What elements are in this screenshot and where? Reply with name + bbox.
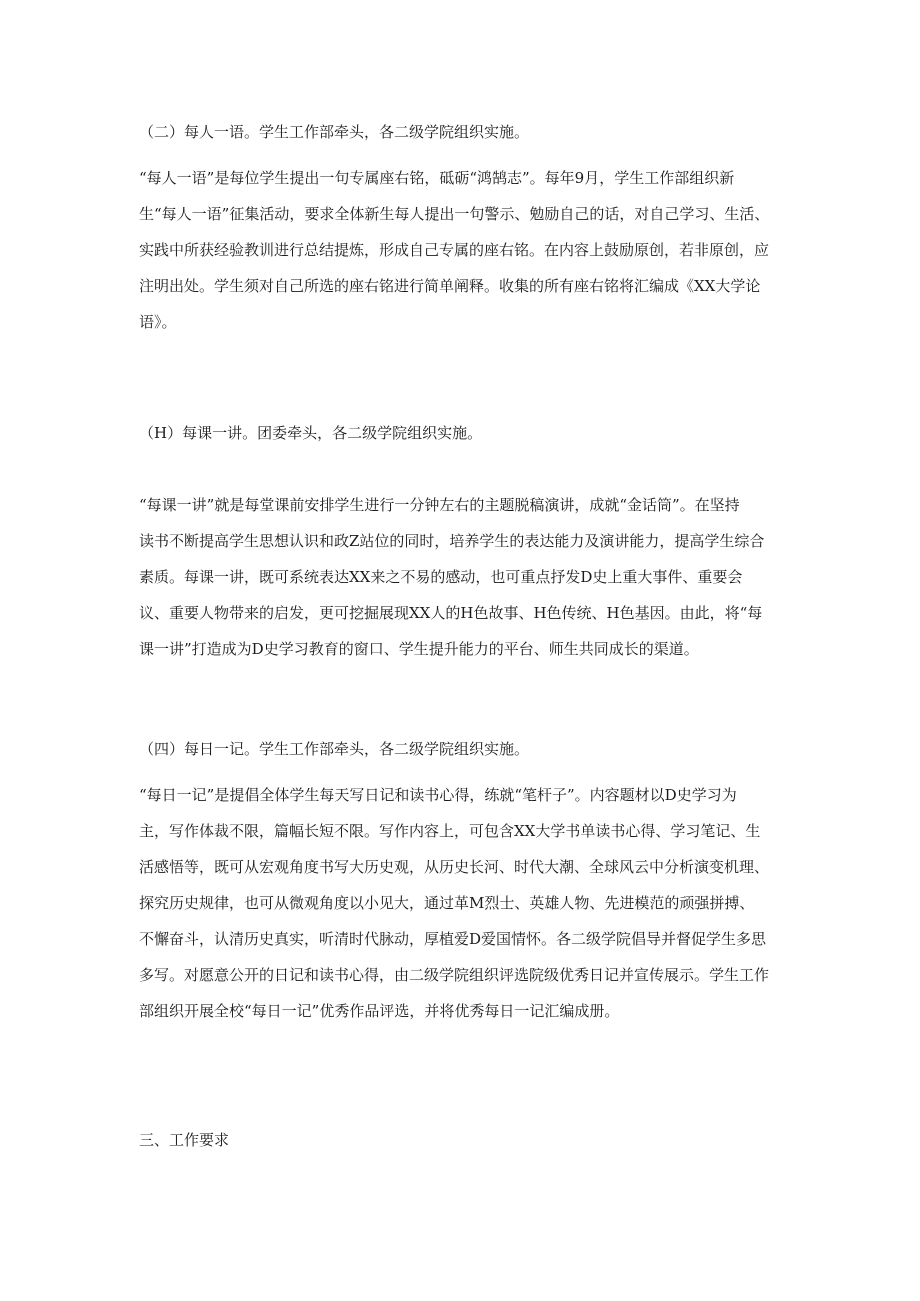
- body-line: 注明出处。学生须对自己所选的座右铭进行简单阐释。收集的所有座右铭将汇编成《XX大学论: [139, 277, 761, 295]
- body-line: “每课一讲”就是每堂课前安排学生进行一分钟左右的主题脱稿演讲，成就“金话筒”。在坚持: [139, 496, 740, 514]
- section-4-body: [139, 777, 799, 1029]
- body-line: “每人一语”是每位学生提出一句专属座右铭，砥砺“鸿鹄志”。每年9月，学生工作部组织新: [139, 169, 735, 187]
- body-line: 读书不断提高学生思想认识和政Z站位的同时，培养学生的表达能力及演讲能力，提高学生综合: [139, 532, 765, 550]
- body-line: 实践中所获经验教训进行总结提炼，形成自己专属的座右铭。在内容上鼓励原创，若非原创，应: [139, 241, 770, 259]
- body-line: 语》。: [139, 313, 177, 331]
- body-line: 部组织开展全校“每日一记”优秀作品评选，并将优秀每日一记汇编成册。: [139, 1002, 620, 1020]
- section-3-heading: （H）每课一讲。团委牵头，各二级学院组织实施。: [139, 424, 483, 442]
- body-line: 生“每人一语”征集活动，要求全体新生每人提出一句警示、勉励自己的话，对自己学习、生活、: [139, 205, 770, 223]
- body-line: 主，写作体裁不限，篇幅长短不限。写作内容上，可包含XX大学书单读书心得、学习笔记、生: [139, 822, 761, 840]
- body-line: 课一讲”打造成为D史学习教育的窗口、学生提升能力的平台、师生共同成长的渠道。: [139, 640, 699, 658]
- section-2-body: [139, 160, 799, 340]
- body-line: “每日一记”是提倡全体学生每天写日记和读书心得，练就“笔杆子”。内容题材以D史学习为: [139, 786, 737, 804]
- body-line: 活感悟等，既可从宏观角度书写大历史观，从历史长河、时代大潮、全球风云中分析演变机理、: [139, 858, 770, 876]
- body-line: 议、重要人物带来的启发，更可挖掘展现XX人的H色故事、H色传统、H色基因。由此，将“每: [139, 604, 763, 622]
- body-line: 素质。每课一讲，既可系统表达XX来之不易的感动，也可重点抒发D史上重大事件、重要会: [139, 568, 743, 586]
- section-4-heading: （四）每日一记。学生工作部牵头，各二级学院组织实施。: [139, 740, 530, 758]
- part-3-heading: 三、工作要求: [139, 1131, 230, 1149]
- section-3-body: [139, 487, 799, 667]
- body-line: 探究历史规律，也可从微观角度以小见大，通过革M烈士、英雄人物、先进模范的顽强拼搏、: [139, 894, 755, 912]
- body-line: 不懈奋斗，认清历史真实，听清时代脉动，厚植爱D爱国情怀。各二级学院倡导并督促学生多思: [139, 930, 767, 948]
- section-2-heading: （二）每人一语。学生工作部牵头，各二级学院组织实施。: [139, 123, 530, 141]
- body-line: 多写。对愿意公开的日记和读书心得，由二级学院组织评选院级优秀日记并宣传展示。学生工作: [139, 966, 770, 984]
